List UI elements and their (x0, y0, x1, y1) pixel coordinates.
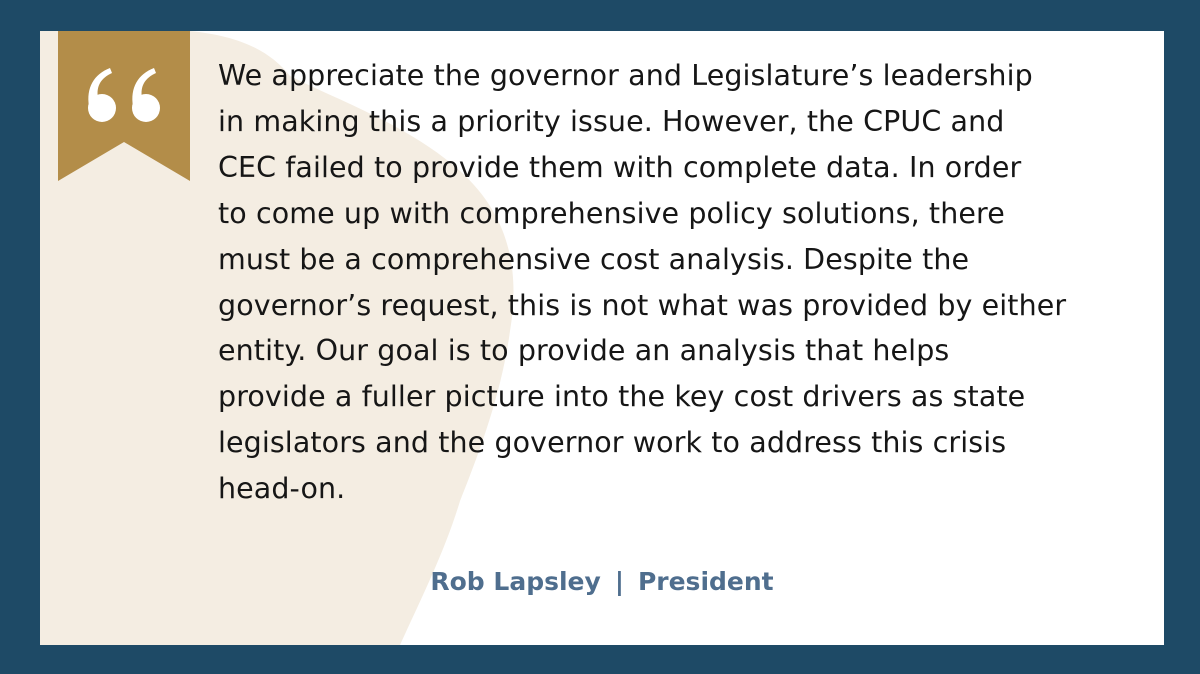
attribution-name: Rob Lapsley (430, 567, 601, 596)
attribution-line (40, 567, 1164, 596)
attribution-separator: | (614, 567, 624, 596)
attribution-title: President (637, 567, 774, 596)
quote-marks-ribbon-icon (58, 31, 190, 181)
quote-card (40, 31, 1164, 645)
quote-text: We appreciate the governor and Legislature’s leadership in making this a priority issue. However, the CPUC and CEC failed to provide them with complete data. In order to come up with comprehensive policy solutions, there must be a comprehensive cost analysis. Despite the governor’s request, this is not what was provided by either entity. Our goal is to provide an analysis that helps provide a fuller picture into the key cost drivers as state legislators and the governor work to address this crisis head-on. (218, 59, 1067, 506)
